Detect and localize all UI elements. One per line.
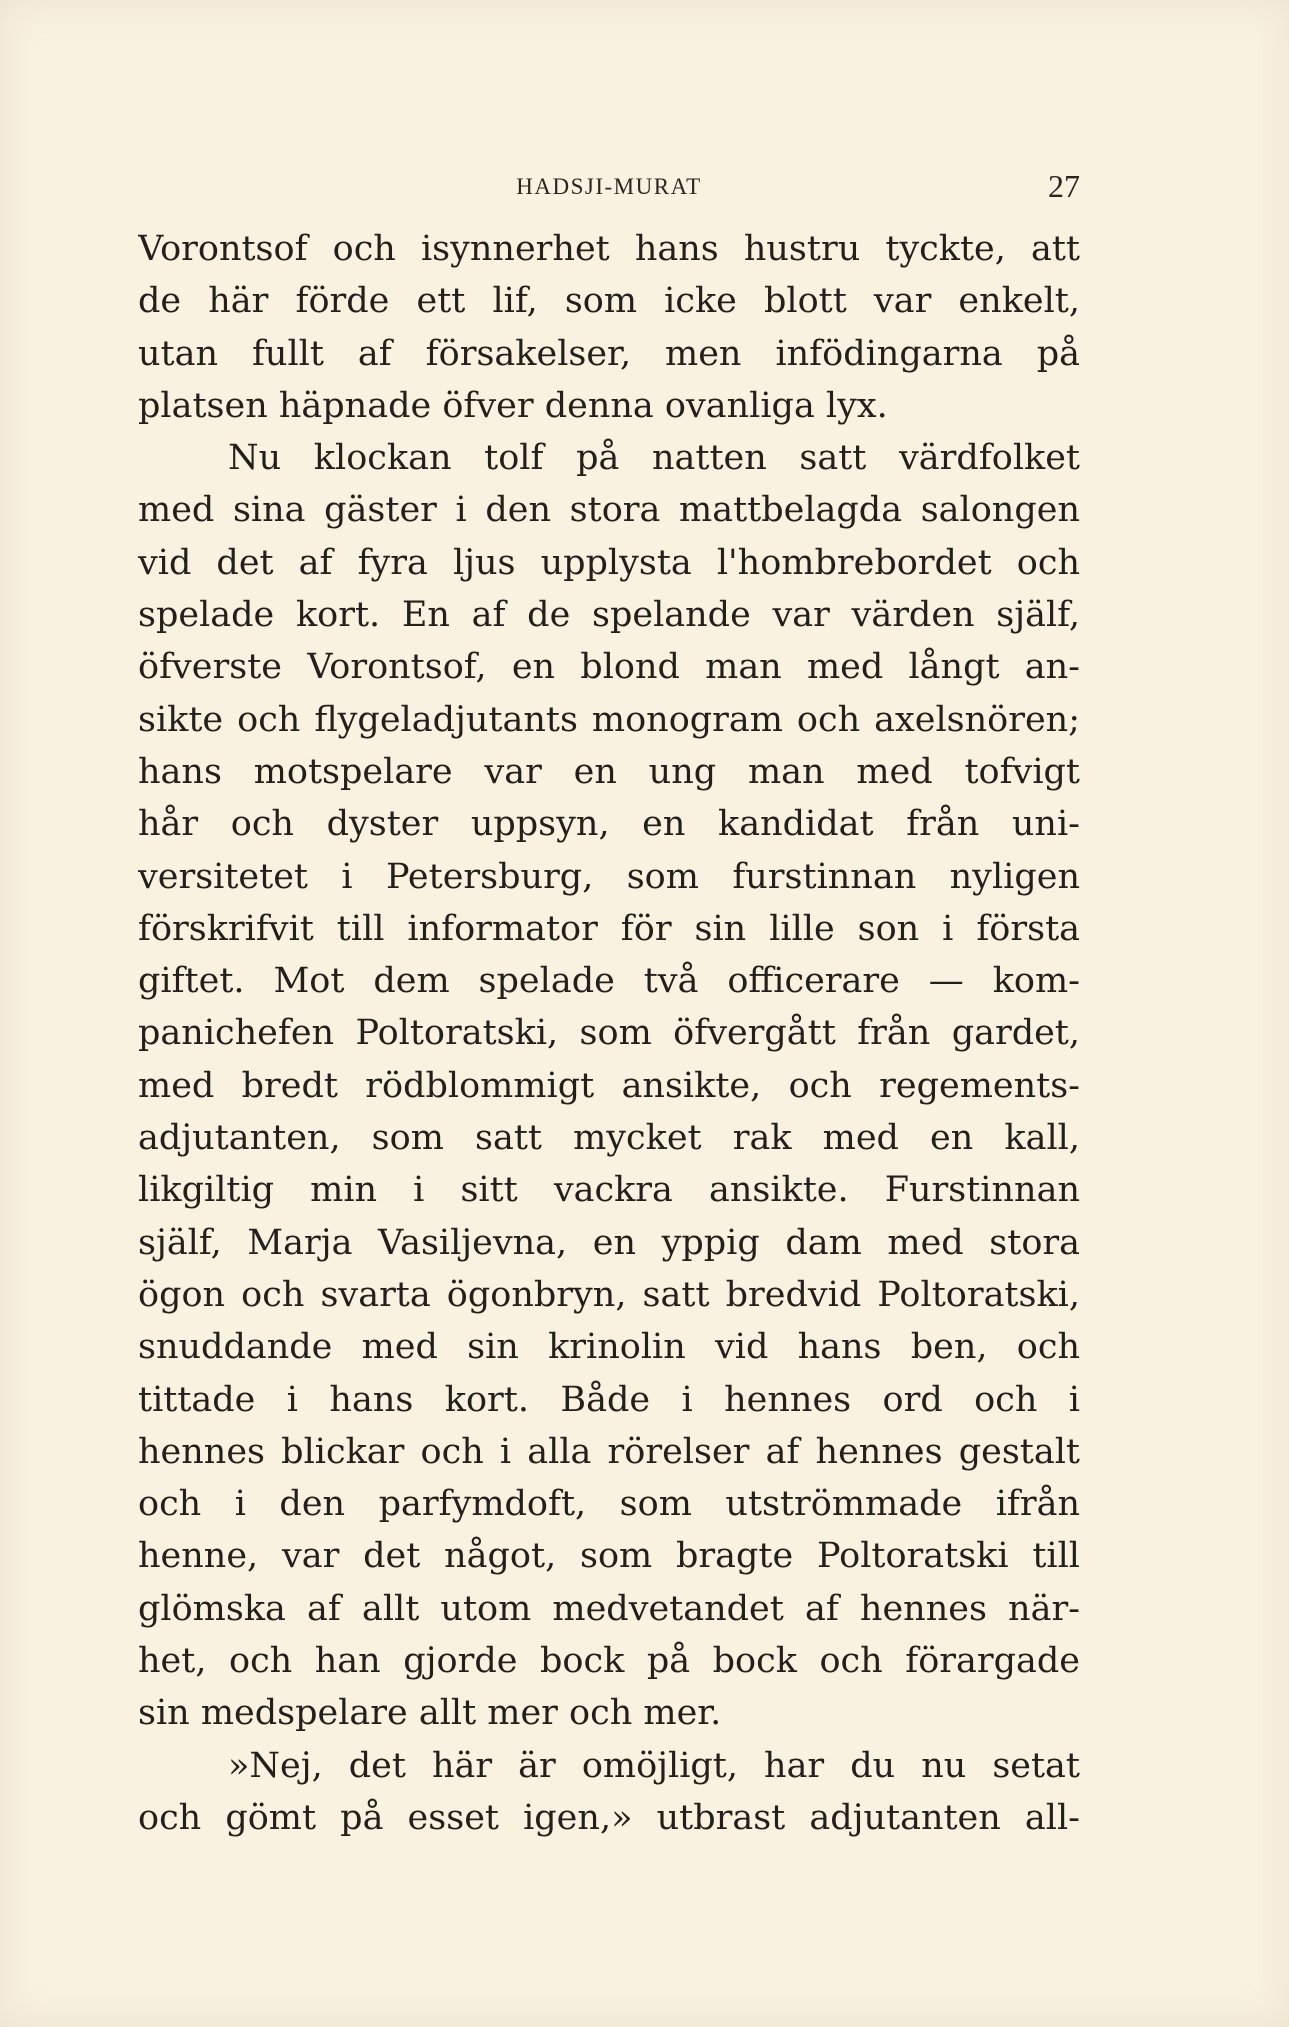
- text-line: glömska af allt utom medvetandet af hennes när-: [138, 1588, 1080, 1629]
- text-line: sin medspelare allt mer och mer.: [138, 1693, 722, 1734]
- text-line: de här förde ett lif, som icke blott var enkelt,: [138, 281, 1080, 322]
- text-line: giftet. Mot dem spelade två officerare — kom-: [138, 961, 1080, 1002]
- text-line: hans motspelare var en ung man med tofvigt: [138, 751, 1080, 792]
- text-line: öfverste Vorontsof, en blond man med långt an-: [138, 647, 1080, 688]
- text-line: versitetet i Petersburg, som furstinnan nyligen: [138, 856, 1080, 897]
- page-number: 27: [1048, 168, 1080, 204]
- text-line: hennes blickar och i alla rörelser af hennes gestalt: [138, 1431, 1080, 1472]
- text-line: ögon och svarta ögonbryn, satt bredvid Poltoratski,: [138, 1274, 1080, 1315]
- page-header: [138, 168, 1080, 208]
- text-line: adjutanten, som satt mycket rak med en kall,: [138, 1118, 1080, 1159]
- text-line: platsen häpnade öfver denna ovanliga lyx.: [138, 385, 888, 426]
- text-line: och gömt på esset igen,» utbrast adjutanten all-: [138, 1797, 1080, 1838]
- text-line: spelade kort. En af de spelande var värden själf,: [138, 595, 1080, 636]
- running-title: HADSJI-MURAT: [516, 174, 702, 199]
- text-line: sikte och flygeladjutants monogram och axelsnören;: [138, 699, 1080, 740]
- text-line: henne, var det något, som bragte Poltoratski till: [138, 1536, 1080, 1577]
- text-line: Nu klockan tolf på natten satt värdfolket: [228, 438, 1080, 479]
- text-line: tittade i hans kort. Både i hennes ord och i: [138, 1379, 1080, 1420]
- text-line: »Nej, det här är omöjligt, har du nu setat: [228, 1745, 1080, 1786]
- body-text: [138, 223, 1080, 1844]
- text-line: hår och dyster uppsyn, en kandidat från uni-: [138, 804, 1080, 845]
- text-line: själf, Marja Vasiljevna, en yppig dam med stora: [138, 1222, 1080, 1263]
- text-line: med sina gäster i den stora mattbelagda salongen: [138, 490, 1080, 531]
- text-line: förskrifvit till informator för sin lille son i första: [138, 908, 1080, 949]
- text-line: Vorontsof och isynnerhet hans hustru tyckte, att: [138, 229, 1080, 269]
- text-line: och i den parfymdoft, som utströmmade ifrån: [138, 1484, 1080, 1525]
- text-line: panichefen Poltoratski, som öfvergått från gardet,: [138, 1013, 1080, 1054]
- text-line: med bredt rödblommigt ansikte, och regements-: [138, 1065, 1080, 1106]
- text-line: utan fullt af försakelser, men infödingarna på: [138, 333, 1080, 374]
- text-line: snuddande med sin krinolin vid hans ben, och: [138, 1327, 1080, 1368]
- text-line: vid det af fyra ljus upplysta l'hombrebordet och: [138, 542, 1080, 583]
- text-line: het, och han gjorde bock på bock och förargade: [138, 1641, 1080, 1682]
- text-line: likgiltig min i sitt vackra ansikte. Furstinnan: [138, 1170, 1080, 1211]
